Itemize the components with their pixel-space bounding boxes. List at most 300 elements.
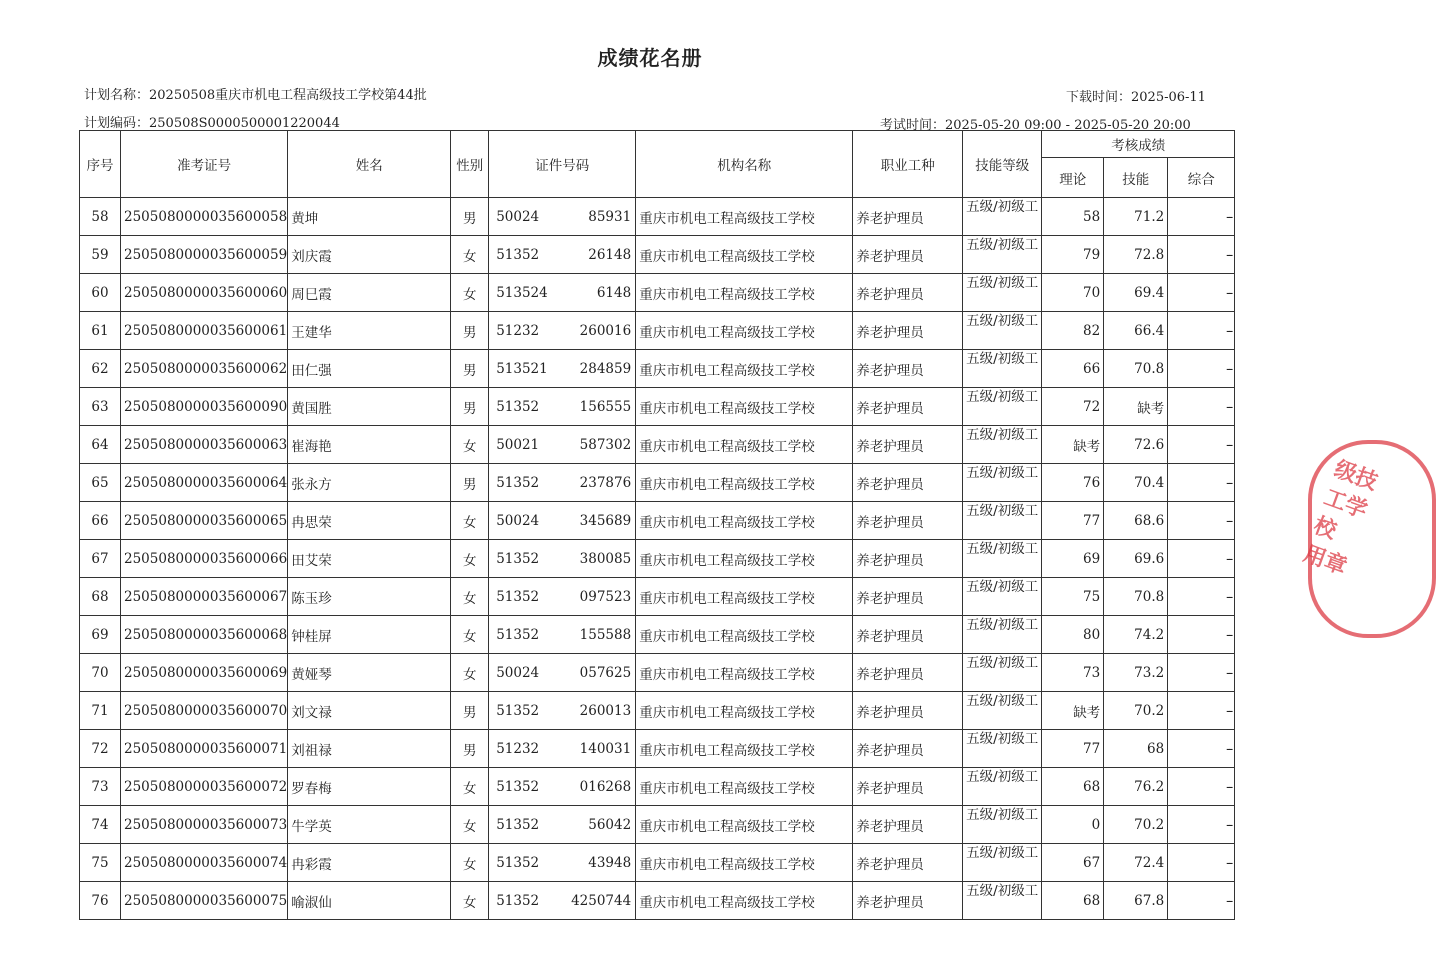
cell-seq: 69 [80,616,121,654]
id-prefix: 51352 [496,246,540,263]
cell-total: -- [1168,350,1235,388]
cell-theory: 68 [1042,882,1104,920]
id-suffix: 26148 [588,246,632,263]
cell-seq: 63 [80,388,121,426]
cell-org: 重庆市机电工程高级技工学校 [636,616,853,654]
cell-level [963,236,1042,274]
header-theory: 理论 [1042,158,1104,198]
id-prefix: 51352 [496,398,540,415]
cell-ticket: 2505080000035600070 [121,692,288,730]
cell-skill: 73.2 [1104,654,1168,692]
cell-level [963,730,1042,768]
cell-job: 养老护理员 [853,464,963,502]
cell-gender: 女 [451,806,489,844]
table-row [80,274,1235,312]
cell-ticket: 2505080000035600071 [121,730,288,768]
header-job: 职业工种 [853,131,963,198]
table-row [80,312,1235,350]
cell-name: 刘文禄 [288,692,451,730]
cell-gender: 女 [451,274,489,312]
cell-seq: 73 [80,768,121,806]
cell-theory: 79 [1042,236,1104,274]
cell-org: 重庆市机电工程高级技工学校 [636,426,853,464]
cell-total: -- [1168,578,1235,616]
cell-total: -- [1168,274,1235,312]
id-suffix: 284859 [579,360,632,377]
cell-total: -- [1168,730,1235,768]
cell-level [963,882,1042,920]
cell-gender: 男 [451,692,489,730]
table-row [80,578,1235,616]
cell-theory: 67 [1042,844,1104,882]
cell-gender: 女 [451,502,489,540]
table-row [80,426,1235,464]
cell-job: 养老护理员 [853,350,963,388]
cell-ticket: 2505080000035600066 [121,540,288,578]
cell-org: 重庆市机电工程高级技工学校 [636,768,853,806]
cell-total: -- [1168,806,1235,844]
cell-org: 重庆市机电工程高级技工学校 [636,730,853,768]
cell-skill: 72.8 [1104,236,1168,274]
id-suffix: 380085 [579,550,632,567]
cell-level [963,426,1042,464]
cell-ticket: 2505080000035600060 [121,274,288,312]
cell-name: 刘祖禄 [288,730,451,768]
cell-level [963,502,1042,540]
table-row [80,616,1235,654]
cell-job: 养老护理员 [853,882,963,920]
id-prefix: 51352 [496,588,540,605]
id-prefix: 513521 [496,360,548,377]
cell-id [489,236,636,274]
cell-ticket: 2505080000035600068 [121,616,288,654]
level-text: 五级/初级工 [966,275,1039,291]
cell-total: -- [1168,312,1235,350]
id-prefix: 50024 [496,208,540,225]
cell-name: 喻淑仙 [288,882,451,920]
cell-seq: 70 [80,654,121,692]
cell-org: 重庆市机电工程高级技工学校 [636,578,853,616]
cell-org: 重庆市机电工程高级技工学校 [636,540,853,578]
cell-id [489,692,636,730]
cell-ticket: 2505080000035600090 [121,388,288,426]
cell-org: 重庆市机电工程高级技工学校 [636,464,853,502]
cell-theory: 76 [1042,464,1104,502]
table-row [80,730,1235,768]
cell-skill: 70.2 [1104,806,1168,844]
level-text: 五级/初级工 [966,389,1039,405]
id-suffix: 237876 [579,474,632,491]
table-row [80,464,1235,502]
cell-total: -- [1168,654,1235,692]
cell-name: 冉彩霞 [288,844,451,882]
cell-theory: 82 [1042,312,1104,350]
cell-org: 重庆市机电工程高级技工学校 [636,388,853,426]
level-text: 五级/初级工 [966,845,1039,861]
cell-id [489,616,636,654]
cell-seq: 67 [80,540,121,578]
cell-skill: 68 [1104,730,1168,768]
official-seal-text: 级技工学校 用章 [1300,456,1381,581]
cell-id [489,768,636,806]
cell-gender: 女 [451,236,489,274]
cell-id [489,426,636,464]
table-row [80,692,1235,730]
cell-job: 养老护理员 [853,806,963,844]
cell-job: 养老护理员 [853,502,963,540]
cell-skill: 72.4 [1104,844,1168,882]
cell-job: 养老护理员 [853,426,963,464]
table-row [80,540,1235,578]
cell-level [963,198,1042,236]
cell-theory: 70 [1042,274,1104,312]
id-suffix: 587302 [579,436,632,453]
cell-id [489,844,636,882]
cell-gender: 女 [451,844,489,882]
cell-theory: 66 [1042,350,1104,388]
id-suffix: 097523 [579,588,632,605]
id-prefix: 51352 [496,550,540,567]
cell-seq: 66 [80,502,121,540]
id-suffix: 057625 [579,664,632,681]
level-text: 五级/初级工 [966,883,1039,899]
cell-theory: 69 [1042,540,1104,578]
cell-seq: 65 [80,464,121,502]
cell-job: 养老护理员 [853,388,963,426]
table-row [80,350,1235,388]
page-title: 成绩花名册 [597,46,703,70]
cell-seq: 75 [80,844,121,882]
cell-total: -- [1168,768,1235,806]
cell-theory: 72 [1042,388,1104,426]
cell-gender: 男 [451,312,489,350]
id-prefix: 51352 [496,854,540,871]
id-prefix: 51352 [496,626,540,643]
cell-org: 重庆市机电工程高级技工学校 [636,806,853,844]
id-suffix: 260016 [579,322,632,339]
id-prefix: 50024 [496,664,540,681]
cell-seq: 59 [80,236,121,274]
cell-name: 田仁强 [288,350,451,388]
level-text: 五级/初级工 [966,617,1039,633]
cell-id [489,540,636,578]
cell-theory: 75 [1042,578,1104,616]
cell-gender: 男 [451,388,489,426]
cell-name: 黄坤 [288,198,451,236]
cell-id [489,578,636,616]
cell-total: -- [1168,692,1235,730]
cell-skill: 68.6 [1104,502,1168,540]
cell-job: 养老护理员 [853,540,963,578]
cell-ticket: 2505080000035600063 [121,426,288,464]
header-gender: 性别 [451,131,489,198]
level-text: 五级/初级工 [966,237,1039,253]
level-text: 五级/初级工 [966,693,1039,709]
cell-name: 冉思荣 [288,502,451,540]
cell-skill: 70.8 [1104,350,1168,388]
cell-level [963,578,1042,616]
cell-id [489,882,636,920]
id-prefix: 51232 [496,740,540,757]
cell-org: 重庆市机电工程高级技工学校 [636,882,853,920]
cell-total: -- [1168,236,1235,274]
cell-ticket: 2505080000035600069 [121,654,288,692]
cell-skill: 67.8 [1104,882,1168,920]
table-row [80,806,1235,844]
cell-org: 重庆市机电工程高级技工学校 [636,692,853,730]
cell-job: 养老护理员 [853,274,963,312]
cell-skill: 66.4 [1104,312,1168,350]
cell-skill: 71.2 [1104,198,1168,236]
table-row [80,768,1235,806]
level-text: 五级/初级工 [966,579,1039,595]
cell-theory: 缺考 [1042,692,1104,730]
exam-time: 考试时间：2025-05-20 09:00 - 2025-05-20 20:00 [880,118,1191,133]
table-row [80,882,1235,920]
level-text: 五级/初级工 [966,731,1039,747]
id-suffix: 4250744 [571,892,632,909]
header-ticket: 准考证号 [121,131,288,198]
cell-id [489,654,636,692]
cell-org: 重庆市机电工程高级技工学校 [636,654,853,692]
cell-id [489,730,636,768]
cell-name: 陈玉珍 [288,578,451,616]
cell-ticket: 2505080000035600065 [121,502,288,540]
cell-skill: 69.6 [1104,540,1168,578]
id-suffix: 6148 [596,284,632,301]
cell-theory: 80 [1042,616,1104,654]
cell-theory: 0 [1042,806,1104,844]
cell-level [963,350,1042,388]
cell-job: 养老护理员 [853,768,963,806]
id-prefix: 51352 [496,778,540,795]
id-suffix: 140031 [579,740,632,757]
header-total: 综合 [1168,158,1235,198]
header-score: 考核成绩 [1042,131,1235,158]
cell-level [963,616,1042,654]
cell-name: 钟桂屏 [288,616,451,654]
id-prefix: 50024 [496,512,540,529]
cell-skill: 76.2 [1104,768,1168,806]
level-text: 五级/初级工 [966,427,1039,443]
cell-seq: 64 [80,426,121,464]
cell-ticket: 2505080000035600074 [121,844,288,882]
cell-level [963,768,1042,806]
table-row [80,502,1235,540]
cell-job: 养老护理员 [853,236,963,274]
cell-theory: 73 [1042,654,1104,692]
cell-level [963,806,1042,844]
cell-ticket: 2505080000035600072 [121,768,288,806]
cell-gender: 女 [451,768,489,806]
cell-seq: 61 [80,312,121,350]
cell-total: -- [1168,464,1235,502]
id-suffix: 155588 [579,626,632,643]
cell-gender: 女 [451,654,489,692]
id-prefix: 51352 [496,702,540,719]
cell-id [489,198,636,236]
cell-skill: 74.2 [1104,616,1168,654]
id-prefix: 50021 [496,436,540,453]
cell-total: -- [1168,502,1235,540]
cell-seq: 76 [80,882,121,920]
cell-skill: 70.2 [1104,692,1168,730]
id-prefix: 51232 [496,322,540,339]
table-row [80,388,1235,426]
cell-total: -- [1168,426,1235,464]
header-id: 证件号码 [489,131,636,198]
cell-seq: 58 [80,198,121,236]
cell-org: 重庆市机电工程高级技工学校 [636,274,853,312]
cell-skill: 69.4 [1104,274,1168,312]
cell-level [963,844,1042,882]
cell-gender: 女 [451,540,489,578]
cell-ticket: 2505080000035600061 [121,312,288,350]
level-text: 五级/初级工 [966,313,1039,329]
level-text: 五级/初级工 [966,199,1039,215]
cell-gender: 女 [451,616,489,654]
cell-job: 养老护理员 [853,844,963,882]
cell-seq: 71 [80,692,121,730]
cell-gender: 女 [451,882,489,920]
cell-level [963,312,1042,350]
cell-org: 重庆市机电工程高级技工学校 [636,198,853,236]
cell-skill: 缺考 [1104,388,1168,426]
cell-total: -- [1168,882,1235,920]
id-prefix: 51352 [496,474,540,491]
cell-id [489,312,636,350]
cell-job: 养老护理员 [853,198,963,236]
cell-ticket: 2505080000035600059 [121,236,288,274]
cell-level [963,464,1042,502]
cell-id [489,502,636,540]
level-text: 五级/初级工 [966,503,1039,519]
cell-total: -- [1168,388,1235,426]
level-text: 五级/初级工 [966,655,1039,671]
cell-id [489,274,636,312]
cell-id [489,464,636,502]
cell-name: 黄娅琴 [288,654,451,692]
cell-ticket: 2505080000035600073 [121,806,288,844]
id-prefix: 51352 [496,892,540,909]
cell-level [963,274,1042,312]
cell-gender: 男 [451,464,489,502]
cell-id [489,350,636,388]
cell-job: 养老护理员 [853,654,963,692]
cell-theory: 77 [1042,502,1104,540]
header-org: 机构名称 [636,131,853,198]
cell-job: 养老护理员 [853,692,963,730]
cell-name: 周巳霞 [288,274,451,312]
cell-seq: 72 [80,730,121,768]
cell-theory: 77 [1042,730,1104,768]
cell-name: 罗春梅 [288,768,451,806]
cell-level [963,540,1042,578]
cell-total: -- [1168,844,1235,882]
cell-org: 重庆市机电工程高级技工学校 [636,236,853,274]
cell-gender: 男 [451,730,489,768]
cell-ticket: 2505080000035600075 [121,882,288,920]
id-suffix: 56042 [588,816,632,833]
cell-skill: 72.6 [1104,426,1168,464]
cell-level [963,388,1042,426]
cell-seq: 68 [80,578,121,616]
cell-name: 牛学英 [288,806,451,844]
cell-name: 崔海艳 [288,426,451,464]
level-text: 五级/初级工 [966,465,1039,481]
level-text: 五级/初级工 [966,351,1039,367]
plan-code: 计划编码：250508S000050000122004​4 [84,116,340,131]
cell-name: 刘庆霞 [288,236,451,274]
cell-ticket: 2505080000035600062 [121,350,288,388]
cell-job: 养老护理员 [853,730,963,768]
id-suffix: 016268 [579,778,632,795]
cell-job: 养老护理员 [853,578,963,616]
cell-seq: 60 [80,274,121,312]
id-suffix: 345689 [579,512,632,529]
level-text: 五级/初级工 [966,769,1039,785]
cell-gender: 男 [451,350,489,388]
id-suffix: 85931 [588,208,632,225]
cell-gender: 男 [451,198,489,236]
cell-id [489,388,636,426]
cell-theory: 58 [1042,198,1104,236]
cell-level [963,692,1042,730]
cell-id [489,806,636,844]
table-row [80,236,1235,274]
cell-seq: 74 [80,806,121,844]
cell-name: 田艾荣 [288,540,451,578]
cell-total: -- [1168,198,1235,236]
table-row [80,654,1235,692]
cell-gender: 女 [451,426,489,464]
cell-name: 张永方 [288,464,451,502]
cell-ticket: 2505080000035600058 [121,198,288,236]
cell-skill: 70.8 [1104,578,1168,616]
cell-org: 重庆市机电工程高级技工学校 [636,502,853,540]
id-prefix: 51352 [496,816,540,833]
cell-theory: 68 [1042,768,1104,806]
header-level: 技能等级 [963,131,1042,198]
cell-org: 重庆市机电工程高级技工学校 [636,844,853,882]
cell-job: 养老护理员 [853,312,963,350]
level-text: 五级/初级工 [966,541,1039,557]
id-suffix: 260013 [579,702,632,719]
header-seq: 序号 [80,131,121,198]
cell-name: 王建华 [288,312,451,350]
id-suffix: 156555 [579,398,632,415]
cell-gender: 女 [451,578,489,616]
cell-total: -- [1168,616,1235,654]
cell-skill: 70.4 [1104,464,1168,502]
id-suffix: 43948 [588,854,632,871]
header-name: 姓名 [288,131,451,198]
table-row [80,844,1235,882]
cell-org: 重庆市机电工程高级技工学校 [636,350,853,388]
level-text: 五级/初级工 [966,807,1039,823]
plan-name: 计划名称：20250508重庆市机电工程高级技工学校第44批 [84,88,427,103]
cell-theory: 缺考 [1042,426,1104,464]
cell-ticket: 2505080000035600064 [121,464,288,502]
header-skill: 技能 [1104,158,1168,198]
download-time: 下载时间：2025-06-11 [1066,90,1206,105]
id-prefix: 513524 [496,284,548,301]
cell-name: 黄国胜 [288,388,451,426]
table-row [80,198,1235,236]
cell-total: -- [1168,540,1235,578]
cell-seq: 62 [80,350,121,388]
cell-ticket: 2505080000035600067 [121,578,288,616]
